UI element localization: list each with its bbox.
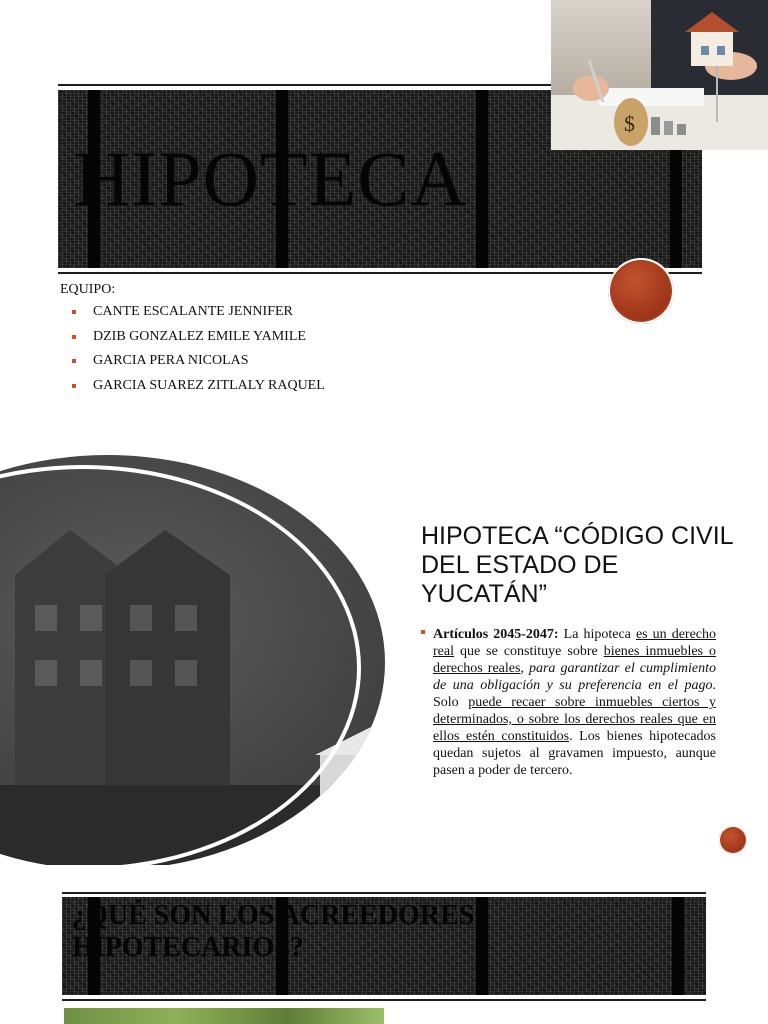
coin-stack (677, 124, 686, 135)
house-model (691, 30, 733, 66)
paper-shape (599, 88, 704, 106)
article-item: Artículos 2045-2047: La hipoteca es un derecho real que se constituye sobre bienes inmuebles o derechos reales, para garantizar el cumplimiento de una obligación y su preferencia en el pago. Solo puede recaer sobre inmuebles ciertos y determinados, o sobre los derechos reales que en ellos estén constituidos. Los bienes hipotecados quedan sujetos al gravamen impuesto, aunque pasen a poder de tercero. (421, 626, 716, 779)
article-list (421, 626, 716, 779)
bullet-icon (72, 310, 76, 314)
top-rule (62, 892, 706, 894)
circle-ornament-small (719, 826, 747, 854)
bottom-rule (58, 272, 702, 274)
house-window (701, 46, 709, 55)
circle-ornament (608, 258, 674, 324)
mortgage-photo (551, 0, 768, 150)
section-title: ¿QUÉ SON LOS ACREEDORES HIPOTECARIOS? (72, 900, 475, 963)
hand-shape (573, 75, 609, 101)
team-label: EQUIPO: (60, 282, 116, 297)
team-list (72, 303, 325, 401)
bullet-icon (72, 384, 76, 388)
mortgage-illustration (551, 0, 768, 150)
dollar-sign: $ (624, 111, 635, 136)
small-house-shape (320, 755, 385, 835)
page-title: HIPOTECA (74, 135, 468, 222)
bottom-rule (62, 999, 706, 1001)
team-member: DZIB GONZALEZ EMILE YAMILE (72, 328, 325, 353)
coin-stack (664, 121, 673, 135)
house-window (717, 46, 725, 55)
nature-photo (64, 1008, 384, 1024)
article-label: Artículos 2045-2047: (433, 627, 559, 642)
bullet-icon (72, 359, 76, 363)
bullet-icon (421, 630, 425, 634)
section-title: HIPOTECA “CÓDIGO CIVIL DEL ESTADO DE YUCATÁN” (421, 522, 733, 608)
coin-stack (651, 117, 660, 135)
bullet-icon (72, 335, 76, 339)
team-member: CANTE ESCALANTE JENNIFER (72, 303, 325, 328)
team-member: GARCIA SUAREZ ZITLALY RAQUEL (72, 377, 325, 402)
team-member: GARCIA PERA NICOLAS (72, 352, 325, 377)
